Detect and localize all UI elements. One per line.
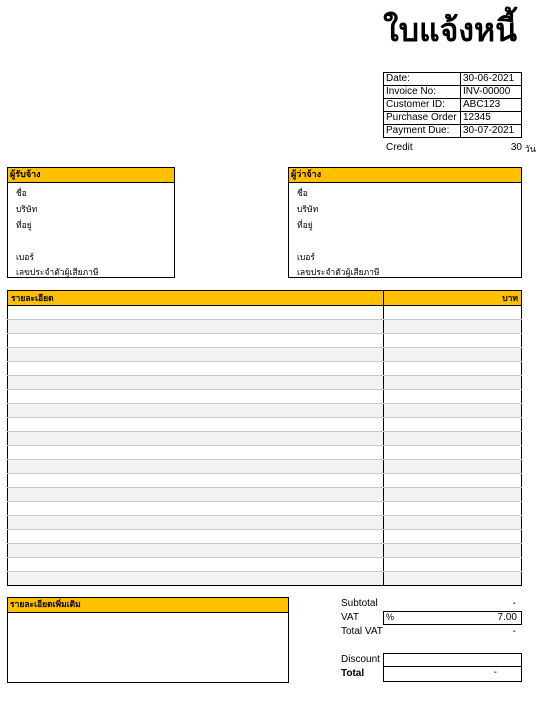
table-row bbox=[8, 432, 522, 446]
seller-company-label: บริษัท bbox=[16, 205, 38, 215]
notes-header: รายละเอียดเพิ่มเติม bbox=[8, 598, 288, 613]
table-row bbox=[8, 334, 522, 348]
amount-cell[interactable] bbox=[384, 474, 522, 488]
discount-label: Discount bbox=[341, 654, 380, 665]
description-cell[interactable] bbox=[8, 390, 384, 404]
table-row bbox=[8, 474, 522, 488]
meta-label: Date: bbox=[384, 73, 461, 86]
meta-value[interactable]: ABC123 bbox=[461, 99, 522, 112]
table-row bbox=[8, 544, 522, 558]
credit-label: Credit bbox=[386, 142, 413, 153]
meta-row bbox=[384, 99, 522, 112]
amount-cell[interactable] bbox=[384, 362, 522, 376]
subtotal-label: Subtotal bbox=[341, 598, 378, 609]
description-cell[interactable] bbox=[8, 376, 384, 390]
amount-cell[interactable] bbox=[384, 460, 522, 474]
table-row bbox=[8, 572, 522, 586]
amount-cell[interactable] bbox=[384, 320, 522, 334]
description-cell[interactable] bbox=[8, 572, 384, 586]
amount-cell[interactable] bbox=[384, 334, 522, 348]
meta-label: Payment Due: bbox=[384, 125, 461, 138]
description-cell[interactable] bbox=[8, 432, 384, 446]
meta-row bbox=[384, 125, 522, 138]
credit-unit: วัน bbox=[524, 144, 536, 154]
table-row bbox=[8, 306, 522, 320]
meta-value[interactable]: INV-00000 bbox=[461, 86, 522, 99]
total-field bbox=[383, 667, 522, 682]
description-cell[interactable] bbox=[8, 306, 384, 320]
table-row bbox=[8, 348, 522, 362]
meta-row bbox=[384, 73, 522, 86]
buyer-name-label: ชื่อ bbox=[297, 189, 308, 199]
meta-value[interactable]: 30-07-2021 bbox=[461, 125, 522, 138]
amount-cell[interactable] bbox=[384, 418, 522, 432]
meta-label: Invoice No: bbox=[384, 86, 461, 99]
meta-value[interactable]: 12345 bbox=[461, 112, 522, 125]
amount-cell[interactable] bbox=[384, 404, 522, 418]
amount-cell[interactable] bbox=[384, 516, 522, 530]
discount-field[interactable] bbox=[383, 653, 522, 667]
vat-label: VAT bbox=[341, 612, 359, 623]
amount-cell[interactable] bbox=[384, 376, 522, 390]
description-cell[interactable] bbox=[8, 544, 384, 558]
amount-cell[interactable] bbox=[384, 390, 522, 404]
description-cell[interactable] bbox=[8, 558, 384, 572]
table-row bbox=[8, 418, 522, 432]
seller-header: ผู้รับจ้าง bbox=[8, 168, 174, 183]
total-value: - bbox=[493, 667, 497, 678]
description-cell[interactable] bbox=[8, 404, 384, 418]
table-row bbox=[8, 376, 522, 390]
vat-rate-field[interactable] bbox=[383, 611, 522, 625]
description-cell[interactable] bbox=[8, 530, 384, 544]
table-row bbox=[8, 488, 522, 502]
description-cell[interactable] bbox=[8, 446, 384, 460]
total-label: Total bbox=[341, 668, 365, 679]
amount-cell[interactable] bbox=[384, 348, 522, 362]
amount-cell[interactable] bbox=[384, 432, 522, 446]
table-row bbox=[8, 530, 522, 544]
seller-tax-id-label: เลขประจำตัวผู้เสียภาษี bbox=[16, 268, 99, 278]
seller-address-label: ที่อยู่ bbox=[16, 221, 32, 231]
amount-cell[interactable] bbox=[384, 530, 522, 544]
amount-cell[interactable] bbox=[384, 572, 522, 586]
vat-percent-symbol: % bbox=[386, 612, 395, 622]
seller-phone-label: เบอร์ bbox=[16, 253, 34, 263]
buyer-box bbox=[288, 167, 522, 278]
description-cell[interactable] bbox=[8, 474, 384, 488]
description-cell[interactable] bbox=[8, 348, 384, 362]
amount-cell[interactable] bbox=[384, 558, 522, 572]
description-cell[interactable] bbox=[8, 334, 384, 348]
table-row bbox=[8, 460, 522, 474]
table-row bbox=[8, 362, 522, 376]
invoice-meta-table bbox=[383, 72, 522, 138]
seller-box bbox=[7, 167, 175, 278]
vat-rate-value: 7.00 bbox=[497, 612, 517, 623]
amount-cell[interactable] bbox=[384, 502, 522, 516]
amount-cell[interactable] bbox=[384, 306, 522, 320]
buyer-company-label: บริษัท bbox=[297, 205, 319, 215]
table-row bbox=[8, 390, 522, 404]
subtotal-value: - bbox=[512, 598, 516, 609]
description-cell[interactable] bbox=[8, 460, 384, 474]
total-vat-label: Total VAT bbox=[341, 626, 383, 637]
buyer-phone-label: เบอร์ bbox=[297, 253, 315, 263]
total-vat-value: - bbox=[512, 626, 516, 637]
table-row bbox=[8, 516, 522, 530]
table-row bbox=[8, 558, 522, 572]
additional-notes-box bbox=[7, 597, 289, 683]
table-row bbox=[8, 446, 522, 460]
description-cell[interactable] bbox=[8, 502, 384, 516]
amount-cell[interactable] bbox=[384, 544, 522, 558]
line-items-table bbox=[7, 290, 522, 586]
description-cell[interactable] bbox=[8, 516, 384, 530]
buyer-tax-id-label: เลขประจำตัวผู้เสียภาษี bbox=[297, 268, 380, 278]
table-row bbox=[8, 502, 522, 516]
seller-name-label: ชื่อ bbox=[16, 189, 27, 199]
meta-row bbox=[384, 86, 522, 99]
meta-label: Purchase Order bbox=[384, 112, 461, 125]
buyer-header: ผู้ว่าจ้าง bbox=[289, 168, 521, 183]
table-row bbox=[8, 320, 522, 334]
credit-value: 30 bbox=[510, 142, 522, 153]
meta-label: Customer ID: bbox=[384, 99, 461, 112]
description-cell[interactable] bbox=[8, 320, 384, 334]
amount-cell[interactable] bbox=[384, 446, 522, 460]
meta-value[interactable]: 30-06-2021 bbox=[461, 73, 522, 86]
description-column-header: รายละเอียด bbox=[8, 291, 384, 306]
description-cell[interactable] bbox=[8, 418, 384, 432]
amount-column-header: บาท bbox=[384, 291, 522, 306]
buyer-address-label: ที่อยู่ bbox=[297, 221, 313, 231]
description-cell[interactable] bbox=[8, 362, 384, 376]
document-title: ใบแจ้งหนี้ bbox=[383, 11, 517, 49]
table-row bbox=[8, 404, 522, 418]
description-cell[interactable] bbox=[8, 488, 384, 502]
meta-row bbox=[384, 112, 522, 125]
amount-cell[interactable] bbox=[384, 488, 522, 502]
